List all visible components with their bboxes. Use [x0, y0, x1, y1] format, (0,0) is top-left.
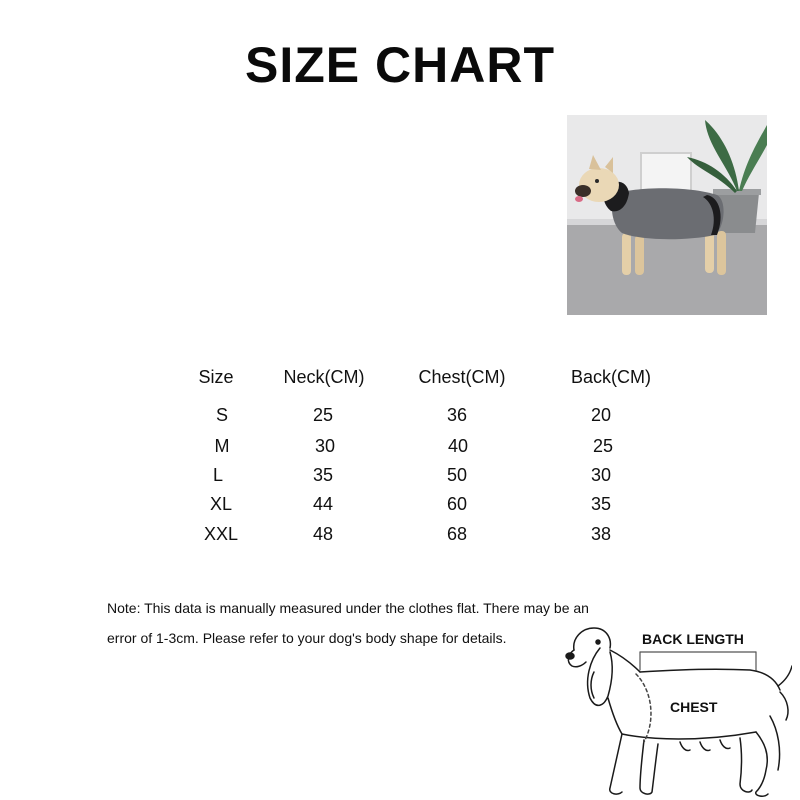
- cell-size-l: L: [212, 465, 224, 485]
- cell-back-xl: 35: [590, 494, 612, 514]
- cell-chest-l: 50: [446, 465, 468, 485]
- cell-neck-l: 35: [312, 465, 334, 485]
- cell-neck-xxl: 48: [312, 524, 334, 544]
- chest-label: CHEST: [670, 699, 718, 715]
- note-line-1: Note: This data is manually measured under the clothes flat. There may be an: [107, 600, 589, 616]
- cell-size-xxl: XXL: [203, 524, 239, 544]
- cell-chest-m: 40: [447, 436, 469, 456]
- cell-size-s: S: [215, 405, 229, 425]
- header-back: Back(CM): [571, 367, 651, 387]
- cell-size-xl: XL: [209, 494, 233, 514]
- header-size: Size: [198, 367, 234, 387]
- note-line-2: error of 1-3cm. Please refer to your dog's body shape for details.: [107, 630, 507, 646]
- cell-back-s: 20: [590, 405, 612, 425]
- cell-neck-xl: 44: [312, 494, 334, 514]
- page-title: SIZE CHART: [245, 37, 555, 93]
- cell-chest-s: 36: [446, 405, 468, 425]
- back-length-label: BACK LENGTH: [642, 631, 744, 647]
- cell-back-l: 30: [590, 465, 612, 485]
- cell-neck-s: 25: [312, 405, 334, 425]
- dog-measurement-diagram: [560, 620, 792, 800]
- cell-back-xxl: 38: [590, 524, 612, 544]
- cell-neck-m: 30: [314, 436, 336, 456]
- header-neck: Neck(CM): [283, 367, 365, 387]
- header-chest: Chest(CM): [418, 367, 506, 387]
- cell-back-m: 25: [592, 436, 614, 456]
- cell-chest-xxl: 68: [446, 524, 468, 544]
- cell-size-m: M: [214, 436, 230, 456]
- cell-chest-xl: 60: [446, 494, 468, 514]
